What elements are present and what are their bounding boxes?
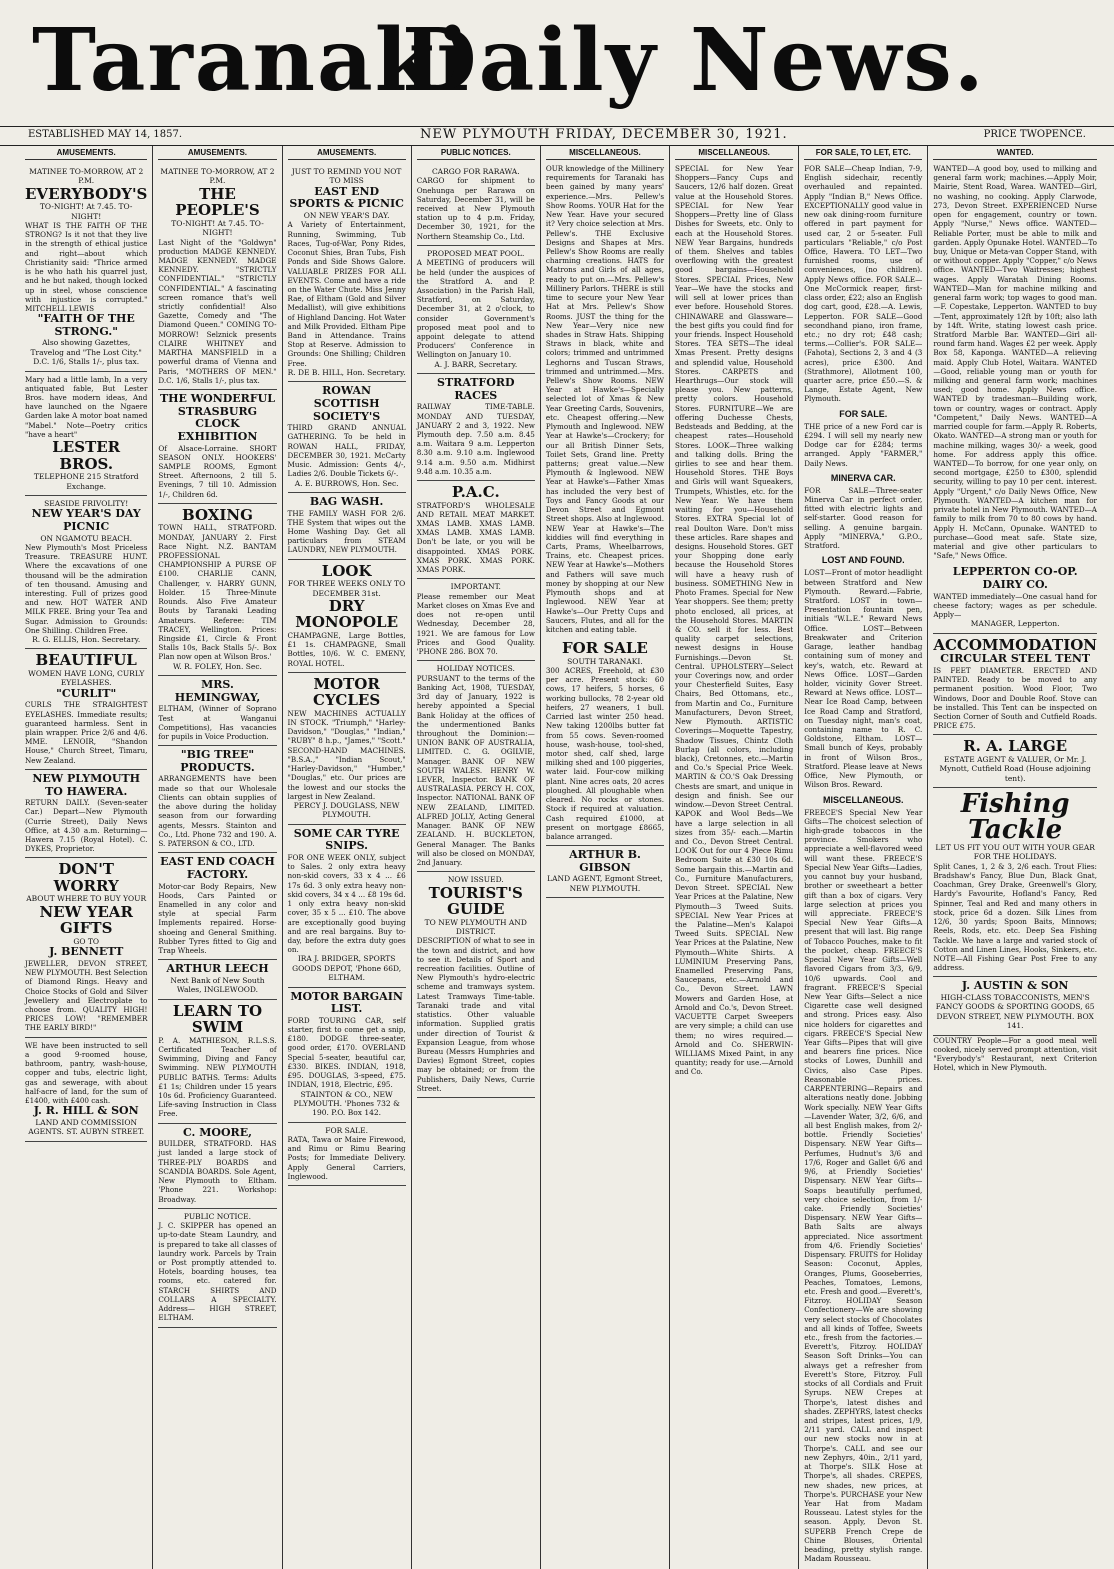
ad-body: HIGH-CLASS TOBACCONISTS, MEN'S FANCY GOODS & SPORTING GOODS, 65 DEVON STREET, NEW PLYMOUTH. BOX 141.	[935, 993, 1095, 1031]
ad-title: THE PEOPLE'S	[175, 184, 260, 220]
price-text: PRICE TWOPENCE.	[983, 129, 1086, 140]
ad-skipper	[158, 1209, 276, 1328]
column-heading: MISCELLANEOUS.	[546, 148, 664, 160]
ad-feature: "FAITH OF THE STRONG."	[37, 312, 135, 338]
ad-farm-for-sale	[546, 637, 664, 846]
ad-line: TO-NIGHT! At 7.45. TO-NIGHT!	[39, 202, 133, 221]
ad-bennett	[25, 858, 147, 1037]
ad-sign: MANAGER, Lepperton.	[970, 619, 1060, 629]
ad-title: BOXING	[182, 505, 253, 524]
ad-title: BEAUTIFUL	[35, 651, 137, 670]
ad-lepperton-dairy	[933, 563, 1097, 633]
classified-text: LOST—Front of motor headlight between Stratford and New Plymouth. Reward.—Fabrie, Stratford. LOST in town—Presentation fountain pen, initials "W.L.E." Reward News Office. LOST—Between Breakwater and Criterion Garage, leather handbag containing sum of money and key's, watch, etc. Reward at News Office. LOST—Garden holder, vicinity Gover Street. Reward at News office. LOST—Near Ice Road Camp, between Ice Road Camp and Stratford, on Tuesday night, man's coat, containing name to R. C. Goldstone, Eltham. LOST—Small bunch of Keys, probably in front of Wilson Bros., Stratford. Please leave at News Office, New Plymouth, or Wilson Bros. Reward.	[804, 568, 923, 790]
ad-sign: PERCY J. DOUGLASS, NEW PLYMOUTH.	[293, 800, 400, 820]
ad-body: New Plymouth's Most Priceless Treasure. TREASURE HUNT. Where the excavations of one thousand will be the admiration of ten thousand. Amusing and interesting. Full of prizes good and new. HOT WATER AND MILK FREE. Bring your Tea and Sugar. Admission to Grounds: One Shilling. Children Free.	[25, 542, 148, 635]
ad-sub: SOUTH TARANAKI.	[567, 656, 643, 666]
ad-body: CHAMPAGNE, Large Bottles, £1 1s. CHAMPAGNE, Small Bottles, 10/6. W. C. EMENY, ROYAL HOTEL.	[287, 630, 406, 668]
ad-cargo	[417, 164, 535, 246]
ad-body: 300 ACRES, Freehold, at £30 per acre. Present stock: 60 cows, 17 heifers, 5 horses, 6 working bullocks, 78 2-year old heifers, 27 weaners, 1 bull. Carried last winter 250 head. New taking 1200lbs butter fat from 55 cows. Seven-roomed house, wash-house, tool-shed, motor shed, calf shed, large milking shed and 100 piggeries, water laid. Four-cow milking plant. Nine acres oats, 20 acres ploughed. All ploughable when cleared. No rocks or stones. Stock if required at valuation. Cash required £1000, at present on mortgage £8665, balance arranged.	[545, 666, 665, 841]
ad-body: TOWN HALL, STRATFORD. MONDAY, JANUARY 2. First Race Night. N.Z. BANTAM PROFESSIONAL CHAMPIONSHIP A PURSE OF £100. CHARLIE CANN, Challenger, v. HARRY GUNN, Holder. 15 Three-Minute Rounds. Also Five Amateur Bouts by Taranaki Leading Amateurs. Referee: TIM TRACEY, Wellington. Prices: Ringside £1, Circle & Front Stalls 10s, Back Stalls 5/-. Box Plan now open at Wilson Bros.'	[158, 523, 277, 662]
ad-body: RAILWAY TIME-TABLE. MONDAY AND TUESDAY, JANUARY 2 and 3, 1922. New Plymouth dep. 7.50 a.m. 8.45 a.m. Waitara 9 a.m. Lepperton 8.30 a.m. 9.10 a.m. Inglewood 9.14 a.m. 9.50 a.m. Midhirst 9.48 a.m. 10.35 a.m.	[416, 402, 535, 476]
ad-firewood	[288, 1123, 406, 1186]
ad-body: ARRANGEMENTS have been made so that our Wholesale Clients can obtain supplies of the above during the holiday season from our forwarding agents, Messrs. Stainton and Co., Ltd. Phone 732 and 190. A. S. PATERSON & CO., LTD.	[158, 774, 277, 848]
ad-body: Next Bank of New South Wales, INGLEWOOD.	[170, 975, 265, 995]
ad-title: ARTHUR LEECH	[166, 962, 269, 976]
ad-body: A Variety of Entertainment, Running, Swimming, Tub Races, Tug-of-War, Pony Rides, Coconut Shies, Bran Tubs, Fish Ponds and Side Shows Galore. VALUABLE PRIZES FOR ALL EVENTS. Come and have a ride on the Water Chute. Miss Jenny Rae, of Eltham (Gold and Silver Medallist), will give exhibitions of Highland Dancing. Hot Water and Milk Provided. Eltham Pipe Band in Attendance. Trains Stop at Reserve. Admission to Grounds: One Shilling; Children Free.	[287, 220, 406, 368]
column-1	[20, 146, 153, 1569]
ad-heading: NOW ISSUED.	[447, 875, 504, 885]
ad-body: Mary had a little lamb, In a very antiquated fable, But Lester Bros. have modern ideas, And have launched on the Ngaere Garden lake A motor boat named "Mabel." Note—Poetry critics "have a heart"	[25, 374, 148, 439]
ad-body: WANTED immediately—One casual hand for cheese factory; wages as per schedule. Apply—	[933, 591, 1097, 620]
ad-title: IMPORTANT.	[450, 582, 501, 592]
ad-tail: Also showing Gazettes, Travelog and "The Lost City." D.C. 1/6, Stalls 1/-, plus tax.	[30, 338, 142, 367]
ad-title: LEARN TO SWIM	[172, 1001, 263, 1037]
ad-title: EVERYBODY'S	[25, 184, 148, 203]
ad-body: FORD TOURING CAR, self starter, first to come get a snip, £180. DODGE three-seater, good order, £170. OVERLAND Special 5-seater, beautiful car, £330. BIKES. INDIAN, 1918, £95. DOUGLAS, 3-speed, £75. INDIAN, 1918, Electric, £95.	[287, 1015, 406, 1090]
ad-go: GO TO	[73, 936, 100, 946]
ad-title: BAG WASH.	[309, 494, 384, 508]
classified-text: THE price of a new Ford car is £294. I will sell my nearly new Dodge car for £284; terms arranged. Apply "FARMER," Daily News.	[804, 421, 923, 468]
ad-heading: SEASIDE FRIVOLITY!	[44, 498, 129, 508]
ad-boxing	[158, 504, 276, 676]
column-heading: AMUSEMENTS.	[288, 148, 406, 160]
ad-tail: LAND AND COMMISSION AGENTS. ST. AUBYN STREET.	[28, 1117, 145, 1137]
ad-title: MOTOR BARGAIN LIST.	[290, 989, 403, 1016]
column-heading: WANTED.	[933, 148, 1097, 160]
ad-title: J. R. HILL & SON	[33, 1104, 139, 1118]
ad-body: RATA, Tawa or Maire Firewood, and Rimu or Rimu Bearing Posts; for Immediate Delivery. Apply General Carriers, Inglewood.	[287, 1135, 406, 1181]
ad-title: J. AUSTIN & SON	[961, 979, 1069, 993]
ad-title: "BIG TREE" PRODUCTS.	[180, 748, 255, 774]
ad-hemingway	[158, 676, 276, 746]
ad-fishing-tackle	[933, 788, 1097, 977]
section-heading: FOR SALE.	[839, 408, 888, 419]
ad-peoples	[158, 164, 276, 390]
classified-text: FREECE'S Special New Year Gifts—The choicest selection of high-grade tobaccos in the province. Smokers who appreciate a well-flavored weed will want these. FREECE'S Special New Year Gifts—Ladies, you cannot buy your husband, brother or sweetheart a better gift than a box of cigars. Very large selection at prices you will appreciate. FREECE'S Special New Year Gifts—A present that will last. Big range of Tobacco Pouches, make to fit the pocket, cheap. FREECE'S Special New Year Gifts—Well flavored Cigars from 3/3, 6/9, 10/6 upwards. Cool and fragrant. FREECE'S Special New Year Gifts—Select a nice Cigarette case well designed and strong. Prices easy. Also nice holders for cigarettes and cigars. FREECE'S Special New Year Gifts—Pipes that will give and bearers fine prices. Nice stocks of Lowes, Dunhill and Civics, also Case Pipes. Reasonable prices. CARPENTERING—Repairs and alterations neatly done. Jobbing Work specially. NEW Year Gifts—Lavender Water, 3/2, 6/6, and all best English makes, from 2/- bottle. Friendly Societies' Dispensary. NEW Year Gifts—Perfumes, Hudnut's 3/6 and 17/6, Roger and Gallet 6/6 and 9/6, at Friendly Societies' Dispensary. NEW Year Gifts—Soaps beautifully perfumed, very choice selection, from 1/- cake. Friendly Societies' Dispensary. NEW Year Gifts—Bath Salts are always appreciated. Nice assortment from 4/6. Friendly Societies' Dispensary. FRUITS for Holiday Season: Coconut, Apples, Oranges, Plums, Gooseberries, Peaches, Tomatoes, Lemons, etc. Fresh and good.—Everett's, Fitzroy. HOLIDAY Season Confectionery—We are showing very select stocks of Chocolates and all kinds of Toffee, Sweets etc., fresh from the factories.—Everett's, Fitzroy. HOLIDAY Season Soft Drinks—You can always get a refresher from Everett's Store, Fitzroy. Full stocks of all Cordials and Fruit Syrups. NEW Crepes at Thorpe's, latest dishes and shades. ZEPHYRS, latest checks and stripes, latest prices, 1/9, 2/11 yard. CALL and inspect our new stocks now in at Thorpe's. CALL and see our new Zephyrs, 40in., 2/11 yard, at Thorpe's. SILK Hose at Thorpe's, all shades. CREPES, new shades, new prices, at Thorpe's. PURCHASE your New Year Hat from Madam Rousseau. Latest styles for the season. Apply, Devon St. SUPERB French Crepe de Chine Blouses, Oriental beading, pretty stylish range. Madam Rousseau.	[804, 807, 923, 1564]
masthead-title-3: News.	[690, 10, 986, 111]
section-heading: LOST AND FOUND.	[821, 555, 905, 566]
ad-sub: LET US FIT YOU OUT WITH YOUR GEAR FOR THE HOLIDAYS.	[935, 843, 1095, 862]
ad-sign: W. R. FOLEY, Hon. Sec.	[172, 661, 262, 671]
ad-tail: TELEPHONE 215 Stratford Exchange.	[33, 472, 139, 491]
ad-heading: HOLIDAY NOTICES.	[436, 664, 515, 674]
classified-text: WANTED—A good boy, used to milking and general farm work; machines.—Apply Moir, Mairie, Stent Road, Warea. WANTED—Girl, no washing, no cooking. Apply Clarwode, 273, Devon Street. EXPERIENCED Nurse open for engagement, country or town. Apply "Nurse," News office. WANTED—Reliable Porter, must be able to milk and garden. Apply Opunake Hotel. WANTED—To buy, Unique or Meta-van Copper Stand, with or without copper. Apply "Copper," c/o News office. WANTED—Two Waitresses; highest wages. Apply Waratah Dining Rooms. WANTED—Man for machine milking and general farm work; top wages to good man.—F. Copestake, Lepperton. WANTED to buy—Tent, approximately 12ft by 10ft; also lath by 14ft. Write, stating lowest cash price. Stratford Marble Bar. WANTED—Girl all-round farm hand. Wages £2 per week. Apply Box 58, Kaponga. WANTED—A relieving maid. Apply Club Hotel, Waitara. WANTED—Good, reliable young man or youth for milking and general farm work; machines used; good home. Apply News office. WANTED by tradesman—Building work, town or country, wages or contract. Apply "Competent," Daily News. WANTED—A married couple for farm.—Apply R. Roberts, Okato. WANTED—A strong man or youth for machine milking, wages 30/- a week, good home. For address apply this office. WANTED—To borrow, for one year only, on second mortgage, £250 to £300, splendid security, willing to pay 10 per cent. interest. Apply "Urgent," c/o Daily News Office, New Plymouth. WANTED—A kitchen man for private hotel in New Plymouth. WANTED—A family to milk from 70 to 80 cows by hand. Apply H. McCann, Opunake. WANTED to purchase—Good meat safe. State size, material and give other particulars to "Safe," News Office.	[933, 164, 1097, 561]
ad-coach-factory	[158, 853, 276, 960]
ad-sign: A. E. BURROWS, Hon. Sec.	[294, 478, 399, 488]
column-heading: PUBLIC NOTICES.	[417, 148, 535, 160]
masthead-title-1: Taranaki	[32, 10, 472, 111]
ad-title: ACCOMMODATION	[933, 635, 1097, 654]
ad-script-title: Fishing Tackle	[960, 789, 1070, 846]
ad-body: WE have been instructed to sell a good 9-roomed house, bathroom, pantry, wash-house, copper and tubs, electric light, gas and sewerage, with about half-acre of land, for the sum of £1400, with £400 cash.	[25, 1040, 148, 1105]
section-heading: MINERVA CAR.	[830, 472, 896, 483]
ad-bank-holiday	[417, 661, 535, 872]
ad-title: MRS. HEMINGWAY,	[174, 678, 261, 704]
ad-title: TOURIST'S GUIDE	[428, 883, 523, 919]
ad-moore	[158, 1124, 276, 1209]
masthead	[0, 0, 1114, 128]
ad-body: JEWELLER, DEVON STREET, NEW PLYMOUTH. Best Selection of Diamond Rings. Heavy and Choice Stocks of Gold and Silver Jewellery and Electroplate to choose from. QUALITY HIGH! PRICES LOW! "REMEMBER THE EARLY BIRD!"	[25, 958, 148, 1033]
ad-sub: CIRCULAR STEEL TENT	[940, 652, 1091, 666]
ad-feature: NEW YEAR GIFTS	[39, 902, 133, 938]
ad-title: NEW PLYMOUTH TO HAWERA.	[32, 771, 141, 798]
ad-title: EAST END SPORTS & PICNIC	[289, 184, 404, 211]
ad-title: LESTER BROS.	[52, 438, 121, 473]
ad-accommodation	[933, 634, 1097, 736]
ad-body: LAND AGENT, Egmont Street, NEW PLYMOUTH.	[547, 874, 663, 893]
ad-body: Of Alsace-Lorraine. SHORT SEASON ONLY. HOOKERS' SAMPLE ROOMS, Egmont Street. Afternoons, 2 till 5. Evenings, 7 till 10. Admission 1/-, Children 6d.	[158, 443, 277, 499]
dateline-text: NEW PLYMOUTH FRIDAY, DECEMBER 30, 1921.	[420, 127, 788, 142]
ad-meat-pool	[417, 246, 535, 374]
ad-feature: "CURLIT"	[56, 686, 117, 700]
ad-lester-bros	[25, 372, 147, 496]
ad-body: J. C. SKIPPER has opened an up-to-date Steam Laundry, and is prepared to take all classes of laundry work. Parcels by Train or Post promptly attended to. Hotels, boarding houses, tea rooms, etc. catered for. STARCH SHIRTS AND COLLARS A SPECIALTY. Address— HIGH STREET, ELTHAM.	[158, 1221, 277, 1323]
ad-title: CARGO FOR RARAWA.	[431, 167, 520, 176]
ad-line: TO-NIGHT! At 7.45. TO-NIGHT!	[171, 218, 264, 238]
ad-body: RETURN DAILY. (Seven-seater Car.) Depart—New Plymouth (Currie Street), Daily News Office, at 4.30 a.m. Returning—Hawera 7.15 (Royal Hotel). C. DYKES, Proprietor.	[25, 798, 148, 854]
classified-text: COUNTRY People—For a good meal well cooked, nicely served prompt attention, visit "Everybody's" Restaurant, next Criterion Hotel, which in New Plymouth.	[933, 1035, 1097, 1073]
dateline-bar	[0, 126, 1114, 146]
ad-sub: TO NEW PLYMOUTH AND DISTRICT.	[424, 917, 527, 936]
ad-body: THIRD GRAND ANNUAL GATHERING. To be held in ROWAN HALL, FRIDAY, DECEMBER 30, 1921. McCarty Music. Admission: Gents 4/-, Ladies 2/6. Double Tickets 6/-.	[287, 423, 406, 479]
ad-sub: FOR THREE WEEKS ONLY TO DECEMBER 31st.	[287, 579, 406, 598]
ad-hill-son	[25, 1038, 147, 1142]
ad-monopole	[288, 560, 406, 673]
ad-motor-cycles	[288, 673, 406, 825]
ad-title: LEPPERTON CO-OP. DAIRY CO.	[952, 565, 1078, 592]
ad-pac	[417, 481, 535, 579]
column-heading: FOR SALE, TO LET, ETC.	[804, 148, 922, 160]
ad-leech	[158, 960, 276, 999]
ad-sign: STAINTON & CO., NEW PLYMOUTH. 'Phones 732 & 190. P.O. Box 142.	[293, 1089, 400, 1118]
ad-line: MATINEE TO-MORROW, AT 2 P.M.	[160, 167, 275, 186]
ad-sub: ON NEW YEAR'S DAY.	[303, 211, 390, 221]
ad-title: R. A. LARGE	[963, 737, 1068, 756]
column-heading: MISCELLANEOUS.	[675, 148, 793, 160]
ad-line: JUST TO REMIND YOU NOT TO MISS	[291, 167, 402, 186]
ad-everybodys	[25, 164, 147, 372]
ad-bag-wash	[288, 493, 406, 560]
ad-body: A MEETING of producers will be held (under the auspices of the Stratford A. and P. Association) in the Parish Hall, Stratford, on Saturday, December 31, at 2 o'clock, to consider Government's proposed meat pool and to appoint delegate to attend Producers' Conference in Wellington on January 10.	[416, 258, 535, 360]
ad-title: ROWAN SCOTTISH SOCIETY'S	[313, 384, 381, 423]
ad-title: MOTOR CYCLES	[313, 674, 381, 710]
ad-sign: R. G. ELLIS, Hon. Secretary.	[32, 635, 141, 645]
classified-text: OUR knowledge of the Millinery requirements for Taranaki has been gained by many years' experience.—Mrs. Pellew's Show Rooms. YOUR Hat for the New Year. Have your secured it? Very choice selection at Mrs. Pellew's. THE Exclusive Designs and Shapes at Mrs. Pellew's Show Rooms are really charming creations. HATS for Matrons and Girls of all ages, ready to put on.—Mrs. Pellew's Millinery Parlors. THERE is still time to secure your New Year Hat at Mrs. Pellew's Show Rooms. JUST the thing for the New Year—Very nice new shades in Straw Hats. Shipping Straws in black, white and colors; trimmed and untrimmed Leghorns and Tuscan Straws, trimmed and untrimmed.—Mrs. Pellew's Show Rooms. NEW Year at Hawke's—Specially selected lot of Xmas & New Year Greeting Cards, Souvenirs, etc. Cheapest offering.—New Plymouth and Inglewood. NEW Year at Hawke's—Crockery; for our all British Dinner Sets, Toilet Sets, Grand line. Pretty patterns; great value.—New Plymouth & Inglewood. NEW Year at Hawke's—Father Xmas has included the very best of Toys and Fancy Goods at our Devon Street and Egmont Street shops. Also at Inglewood. NEW Year at Hawke's—The kiddies will find everything in Carts, Prams, Wheelbarrows, Trains, etc. Cheapest prices. NEW Year at Hawke's—Mothers and Fathers will save much money by shopping at our New Plymouth shops and at Inglewood. NEW Year at Hawke's—Our Pretty Cups and Saucers, Flutes, and all for the kitchen and eating table.	[545, 164, 665, 634]
ad-title: ARTHUR B. GIBSON	[569, 848, 641, 874]
ad-rowan	[288, 382, 406, 493]
ad-heading: FOR SALE.	[325, 1125, 369, 1135]
column-4	[412, 146, 541, 1569]
ad-body: NEW MACHINES ACTUALLY IN STOCK. "Triumph," "Harley-Davidson," "Douglas," "Indian," "RUBY" 8 h.p., "James," "Scott." SECOND-HAND MACHINES. "B.S.A.," "Indian Scout," "Harley-Davidson," "Humber," "Douglas," etc. Our prices are the lowest and our stocks the largest in New Zealand.	[287, 708, 406, 801]
ad-body: Motor-car Body Repairs, New Hoods, Cars Painted or Enamelled in any color and style at special Farm Implements repaired. Horse-shoeing and General Smithing. Rubber Tyres fitted to Gig and Trap Wheels.	[158, 881, 277, 956]
ad-body: FOR ONE WEEK ONLY, subject to Sales. 2 only extra heavy non-skid covers, 33 x 4 ... £6 17s 6d. 3 only extra heavy non-skid covers, 34 x 4 ... £8 19s 6d. 1 only extra heavy non-skid cover, 35 x 5 ... £10. The above are exceptionally good buying and are real bargains. Buy to-day, before the extra duty goes on.	[287, 852, 406, 955]
ad-clock	[158, 390, 276, 504]
ad-motor-bargain	[288, 988, 406, 1123]
ad-title: C. MOORE,	[183, 1125, 252, 1139]
column-8	[928, 146, 1102, 1569]
classified-text: SPECIAL for New Year Shoppers—Fancy Cups and Saucers, 12/6 half dozen. Great value at the Household Stores. SPECIAL for New Year Shoppers—Pretty line of Glass Dishes for Sweets, etc. Only to each at the Household Stores. NEW Year Bargains, hundreds of them. Shelves and tables overflowing with the greatest good bargains—Household Stores. SPECIAL Prices, New Year—We have the stocks and will sell at lower prices than ever before. Household Stores. CHINAWARE and Glassware—the best gifts you could find for your friends. Inspect Household Stores. TEA SETS—The ideal Xmas Present. Pretty designs and splendid value, Household Stores. CARPETS and Hearthrugs—Our stock will please you. New patterns, pretty colors. Household Stores. FURNITURE—We are offering Duchesse Chests, Bedsteads and Bedding, at the cheapest rates—Household Stores. LOOK—Three walking and talking dolls. Bring the girlies to see and hear them. Household Stores. THE Boys and Girls will want Squeakers, Trumpets, Whistles, etc. for the New Year. We have them waiting for you—Household Stores. EXTRA Special lot of real Doulton Ware. Don't miss these articles. Rare shapes and designs. Household Stores. GET your Shopping done early because the Household Stores will have a heavy rush of business. SOMETHING New in Photo Frames. Special for New Year shoppers. See them; pretty photo enclosed, all prices, at the Household Stores. MARTIN & CO. sell it for less. Best quality carpet selections, newest designs in House Furnishings.—Devon St. Central. UPHOLSTERY—Select your Coverings now, and order your Chesterfield Suites, Easy Chairs, Bed Ottomans, etc., from Martin and Co., Furniture Manufacturers, Devon Street, New Plymouth. ARTISTIC Coverings—Moquette Tapestry, Shadow Tissues, Chintz Cloth Burlap (all colors, including black), Cretonnes, etc.—Martin and Co.'s Special Price Week. MARTIN & CO.'S Oak Dressing Chests are smart, and unique in design and finish. See our window.—Devon Street Central. KAPOK and Wool Beds—We have a large selection in all sizes from 35/- each.—Martin and Co., Devon Street Central. LOOK Out for our 4 Piece Rimu Bedroom Suite at £30 10s 6d. Some bargain this.—Martin and Co., Furniture Manufacturers, Devon Street. SPECIAL New Year Prices at the Palatine, New Plymouth—3 Tweed Suits. SPECIAL New Year Prices at the Palatine—Men's Kalapoi Tweed Suits. SPECIAL New Year Prices at the Palatine, New Plymouth—White Shirts. A LUMINIUM Preserving Pans, Enamelled Preserving Pans, Saucepans, etc.—Arnold and Co., Devon Street. LAWN Mowers and Garden Hose, at Arnold and Co.'s, Devon Street. VACUETTE Carpet Sweepers are very simple; a child can use them; no wires required.—Arnold and Co. SHERWIN-WILLIAMS Mixed Paint, in any quantity; ready for use.—Arnold and Co.	[675, 164, 794, 1077]
ad-body: IS FEET DIAMETER. ERECTED AND PAINTED. Ready to be moved to any permanent position. Wood Floor, Two Windows, Door and Double Roof. Stove can be installed. This Tent can be inspected on Section Corner of South and Cutfield Roads. PRICE £75.	[933, 665, 1097, 731]
ad-heading: PUBLIC NOTICE.	[183, 1211, 252, 1221]
ad-sub: ABOUT WHERE TO BUY YOUR	[26, 894, 147, 904]
ad-feature: DRY MONOPOLE	[295, 596, 399, 632]
ad-sign: IRA J. BRIDGER, SPORTS GOODS DEPOT, 'Phone 66D, ELTHAM.	[292, 954, 402, 983]
ad-tourist-guide	[417, 872, 535, 1098]
ad-stratford-races	[417, 374, 535, 481]
ad-body: THE FAMILY WASH FOR 2/6. THE System that wipes out the Home Washing Day. Get all particulars from STEAM LAUNDRY, NEW PLYMOUTH.	[287, 508, 406, 555]
columns	[20, 146, 1102, 1564]
ad-important	[417, 579, 535, 661]
ad-title: DON'T WORRY	[53, 860, 119, 895]
ad-sign: A. J. BARR, Secretary.	[434, 359, 518, 369]
ad-sub: WOMEN HAVE LONG, CURLY EYELASHES.	[28, 668, 145, 688]
ad-big-tree	[158, 746, 276, 853]
ad-hawera-service	[25, 770, 147, 859]
ad-body: Last Night of the "Goldwyn" production MADGE KENNEDY. MADGE KENNEDY. MADGE KENNEDY. "STRICTLY CONFIDENTIAL." "STRICTLY CONFIDENTIAL." A fascinating screen romance that's well strictly confidential! Also Gazette, Comedy and "The Diamond Queen." COMING TO-MORROW! Selznick presents CLAIRE WHITNEY and MARTHA MANSFIELD in a powerful drama of Vienna and Paris, "MOTHERS OF MEN." D.C. 1/6, Stalls 1/-, plus tax.	[158, 237, 277, 385]
column-6	[670, 146, 799, 1569]
ad-title: NEW YEAR'S DAY PICNIC	[31, 507, 141, 533]
ad-line: MATINEE TO-MORROW, AT 2 P.M.	[29, 167, 144, 186]
ad-title: FOR SALE	[562, 639, 648, 658]
ad-title: LOOK	[321, 561, 372, 580]
column-heading: AMUSEMENTS.	[158, 148, 276, 160]
ad-body: CURLS THE STRAIGHTEST EYELASHES. Immediate results; guaranteed harmless. Sent in plain wrapper. Price 2/6 and 4/6. MME. LENOIR, "Shandon House," Church Street, Timaru, New Zealand.	[25, 700, 148, 765]
column-2	[153, 146, 282, 1569]
ad-large	[933, 735, 1097, 788]
ad-tyre-snips	[288, 825, 406, 988]
ad-body: ELTHAM, (Winner of Soprano Test at Wanganui Competitions), Has vacancies for pupils in Voice Production.	[158, 704, 277, 741]
ad-curlit	[25, 649, 147, 769]
column-5	[541, 146, 670, 1569]
ad-title: EAST END COACH FACTORY.	[160, 855, 275, 881]
classified-text: FOR SALE—Three-seater Minerva Car in perfect order, fitted with electric lights and self-starter. Good reason for selling. A genuine bargain. Apply "MINERVA," G.P.O., Stratford.	[804, 485, 923, 551]
ad-body: STRATFORD'S WHOLESALE AND RETAIL MEAT MARKET. XMAS LAMB. XMAS LAMB. XMAS LAMB. XMAS LAMB. Don't be late, or you will be disappointed. XMAS PORK. XMAS PORK. XMAS PORK. XMAS PORK.	[416, 500, 535, 575]
classified-text: FOR SALE—Cheap Indian, 7-9, English sidechair, recently overhauled and repainted. Apply "Indian B," News Office. EXCEPTIONALLY good value in new oak dining-room furniture offered in part payment for used car, 2 or 5-seater. Full particulars "Reliable," c/o Post Office, Hawera. TO LET—Two furnished rooms, use of conveniences, (no children). Apply News office. FOR SALE—One McCormick reaper, first-class order, £22; also an English dog cart, good, £28.—A. Lewis, Lepperton. FOR SALE—Good secondhand piano, iron frame, etc.; no dry rot; £48 cash; terms.—Collier's. FOR SALE—(Fahota), Sections 2, 3 and 4 (3 acres), price £300. And (Strathmore), Allotment 100, quarter acre, price £50.—S. & Lange, Estate Agent, New Plymouth.	[804, 164, 923, 404]
ad-sub: ON NGAMOTU BEACH.	[40, 533, 133, 543]
ad-gibson	[546, 846, 664, 898]
established-text: ESTABLISHED MAY 14, 1857.	[28, 129, 183, 140]
ad-body: CARGO for shipment to Onehunga per Rarawa on Saturday, December 31, will be received at New Plymouth station up to 4 p.m. Friday, December 30, 1921, for the Northern Steamship Co., Ltd.	[416, 176, 535, 241]
ad-body: ESTATE AGENT & VALUER, Or Mr. J. Mynott, Cutfield Road (House adjoining tent).	[939, 754, 1091, 783]
ad-title: STRATFORD RACES	[437, 376, 515, 402]
ad-title: SOME CAR TYRE SNIPS.	[293, 826, 400, 853]
masthead-title-2: Daily	[402, 10, 658, 111]
ad-sign: R. DE B. HILL, Hon. Secretary.	[287, 367, 406, 377]
section-heading: MISCELLANEOUS.	[823, 794, 904, 805]
ad-title: P.A.C.	[451, 483, 500, 502]
ad-body: Please remember our Meat Market closes on Xmas Eve and does not re-open until Wednesday, December 28, 1921. We are famous for Low Prices and Good Quality. 'PHONE 286. BOX 70.	[416, 591, 535, 657]
column-heading: AMUSEMENTS.	[25, 148, 147, 160]
ad-austin	[933, 977, 1097, 1035]
ad-body: PURSUANT to the terms of the Banking Act, 1908, TUESDAY, 3rd day of January, 1922 is hereby appointed a Special Bank Holiday at the offices of the undermentioned Banks throughout the Dominion:— UNION BANK OF AUSTRALIA, LIMITED. C. G. OGILVIE, Manager. BANK OF NEW SOUTH WALES. HENRY W. LEVER, Inspector. BANK OF AUSTRALASIA. PERCY H. COX, Inspector. NATIONAL BANK OF NEW ZEALAND, LIMITED. ALFRED JOLLY, Acting General Manager. BANK OF NEW ZEALAND. H. BUCKLETON, General Manager. The Banks will also be closed on MONDAY, 2nd January.	[416, 673, 535, 867]
ad-title: PROPOSED MEAT POOL.	[427, 248, 525, 258]
ad-picnic	[25, 496, 147, 650]
ad-body: BUILDER, STRATFORD. HAS just landed a large stock of THREE-PLY BOARDS and SCANDIA BOARDS. Sole Agent, New Plymouth to Eltham. 'Phone 221. Workshop: Broadway.	[158, 1139, 277, 1204]
ad-body: WHAT IS THE FAITH OF THE STRONG? Is it not that they live in the strength of ethical justice and right—about which Christianity said: "Thrice armed is he who hath his quarrel just, and he but naked, though locked up in steel, whose conscience with injustice is corrupted." MITCHELL LEWIS	[25, 221, 148, 313]
ad-body: Split Canes, 1, 2 & 3, 2/6 each. Trout Flies: Bradshaw's Fancy, Blue Dun, Black Gnat, Coachman, Grey Drake, Greenwell's Glory, Hardy's Favourite, Hofland's Fancy, Red Spinner, Teal and Red and many others in stock, price 6d a dozen. Silk Lines from 12/6, 30 yards; Spoon Baits, Minnows; Reels, Rods, etc. etc. Deep Sea Fishing Tackle. We have a large and varied stock of Cotton and Linen Lines, Hooks, Sinkers, etc. NOTE—All Fishing Gear Post Free to any address.	[933, 861, 1097, 973]
ad-body: DESCRIPTION of what to see in the town and district, and how to see it. Details of Sport and recreation facilities. Outline of New Plymouth's hydro-electric scheme and tramways system. Latest Tramways Time-table. Taranaki trade and vital statistics. Other valuable information. Supplied gratis under direction of Tourist & Expansion League, from whose Bureau (Messrs Humphries and Davies) Egmont Street, copies may be obtained; or from the Publishers, Daily News, Currie Street.	[416, 936, 535, 1093]
column-3	[283, 146, 412, 1569]
ad-body: P. A. MATHIESON, R.L.S.S. Certificated Teacher of Swimming, Diving and Fancy Swimming. NEW PLYMOUTH PUBLIC BATHS. Terms: Adults £1 1s; Children under 15 years 10s 6d. Proficiency Guaranteed. Life-saving Instruction in Class Free.	[158, 1035, 277, 1119]
ad-title: THE WONDERFUL STRASBURG CLOCK EXHIBITION	[159, 392, 275, 443]
ad-name: J. BENNETT	[49, 945, 124, 959]
ad-swim	[158, 1000, 276, 1124]
column-7	[799, 146, 928, 1569]
ad-sports-picnic	[288, 164, 406, 382]
